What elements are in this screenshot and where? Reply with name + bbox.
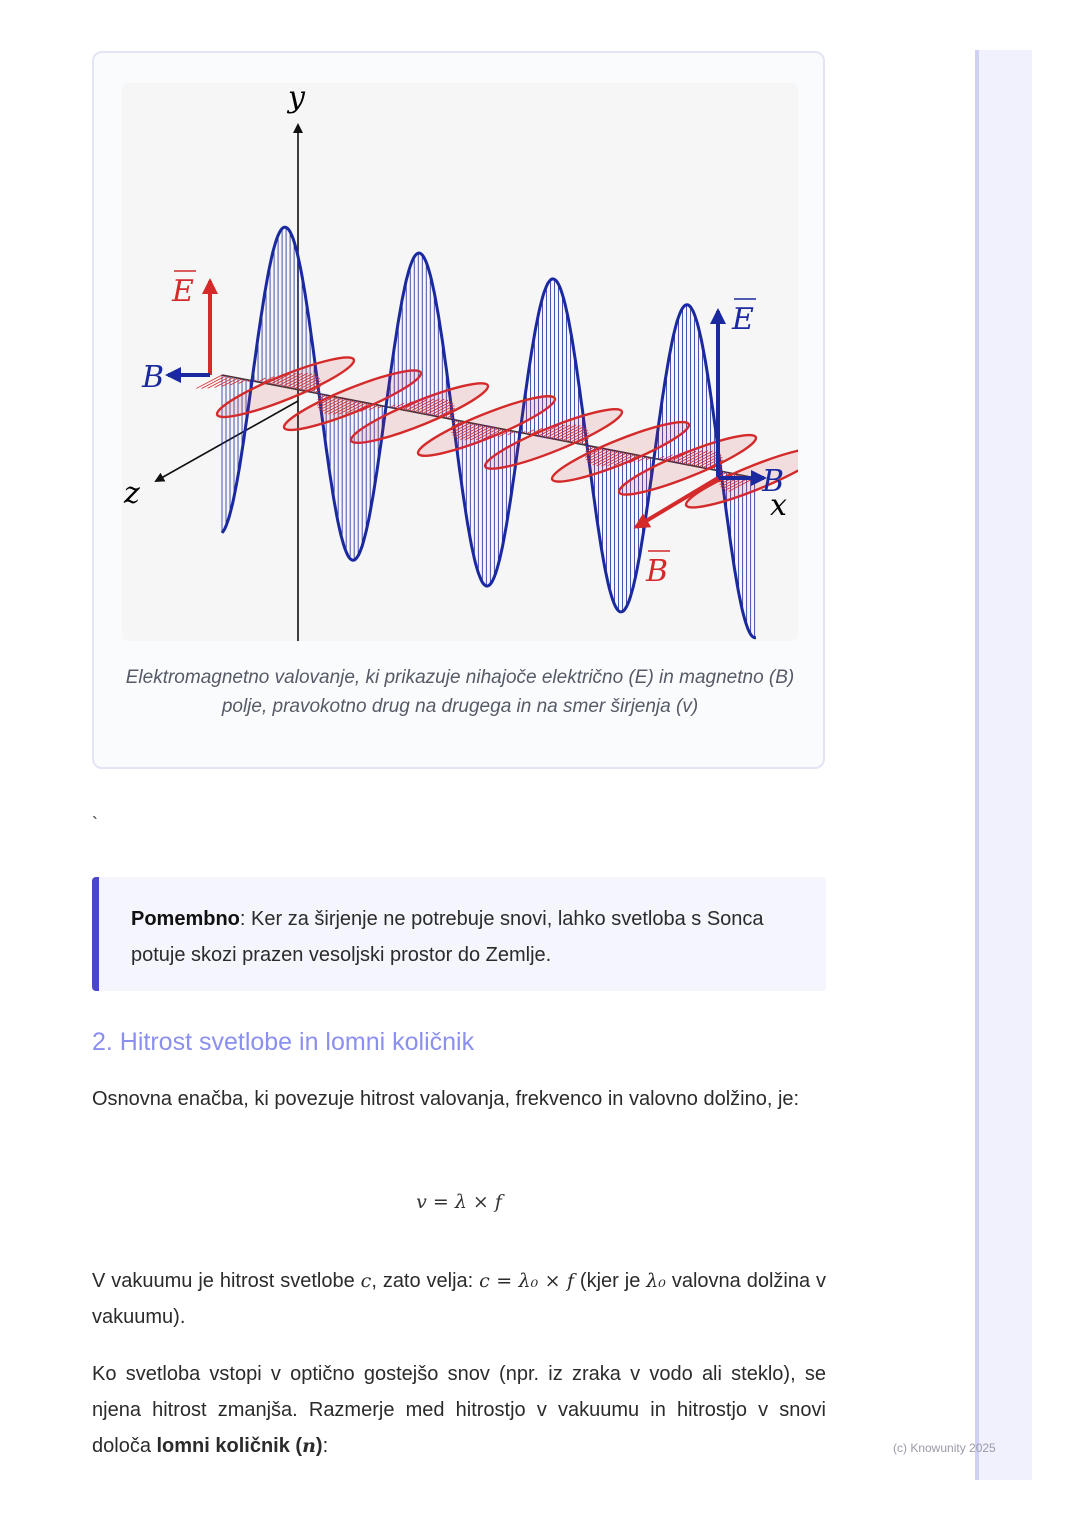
wave-equation: v = λ × f (416, 1191, 502, 1213)
z-axis-label: z (124, 476, 140, 511)
e-label-right: E (732, 302, 754, 337)
em-wave-illustration (122, 83, 798, 641)
copyright-notice: (c) Knowunity 2025 (893, 1441, 996, 1455)
magnetic-hatch-line (318, 393, 319, 394)
magnetic-hatch-line (659, 456, 664, 459)
important-callout (92, 877, 826, 991)
math-c: c (360, 1270, 372, 1292)
figure-card (92, 51, 825, 769)
refraction-term-end: ) (315, 1435, 323, 1457)
vacuum-text-1: V vakuumu je hitrost svetlobe (92, 1270, 361, 1292)
b-label-bottom: B (646, 554, 669, 589)
side-panel (975, 50, 1032, 1480)
vacuum-text-4: valovna dolžina v vakuumu). (92, 1270, 827, 1328)
refraction-term: lomni količnik ( (156, 1435, 303, 1457)
figure-caption: Elektromagnetno valovanje, ki prikazuje nihajoče električno (E) in magnetno (B) polje, pravokotno drug na drugega in na smer širjenja (v) (125, 667, 795, 717)
intro-paragraph: Osnovna enačba, ki povezuje hitrost valovanja, frekvenco in valovno dolžino, je: (92, 1088, 800, 1110)
vacuum-paragraph (92, 1263, 826, 1335)
refraction-text-1: Ko svetloba vstopi v optično gostejšo snov (npr. iz zraka v vodo ali steklo), se njena hitrost zmanjša. Razmerje med hitrostjo v vakuumu in hitrostjo v snovi določa (92, 1363, 826, 1457)
math-vacuum-equation: c = λ₀ × f (479, 1270, 574, 1292)
magnetic-hatch-line (196, 375, 222, 388)
x-axis-label: x (770, 488, 787, 523)
refraction-text-2: : (322, 1435, 329, 1457)
stray-mark: ` (92, 814, 98, 834)
magnetic-hatch-line (230, 379, 242, 385)
e-label-left: E (172, 274, 194, 309)
b-label-right: B (762, 464, 785, 499)
section-heading: 2. Hitrost svetlobe in lomni količnik (92, 1028, 475, 1056)
em-wave-svg (122, 83, 798, 641)
callout-text: : Ker za širjenje ne potrebuje snovi, lahko svetloba s Sonca potuje skozi prazen vesoljski prostor do Zemlje. (131, 908, 764, 966)
vacuum-text-3: (kjer je (574, 1270, 647, 1292)
callout-label: Pomembno (131, 908, 240, 930)
vacuum-text-2: , zato velja: (371, 1270, 480, 1292)
b-label-left: B (142, 360, 165, 395)
y-axis-label: y (288, 83, 305, 115)
magnetic-hatch-line (215, 377, 234, 387)
refraction-paragraph (92, 1356, 826, 1464)
math-n: n (302, 1435, 316, 1457)
math-lambda0: λ₀ (646, 1270, 666, 1292)
magnetic-hatch-line (208, 377, 230, 389)
